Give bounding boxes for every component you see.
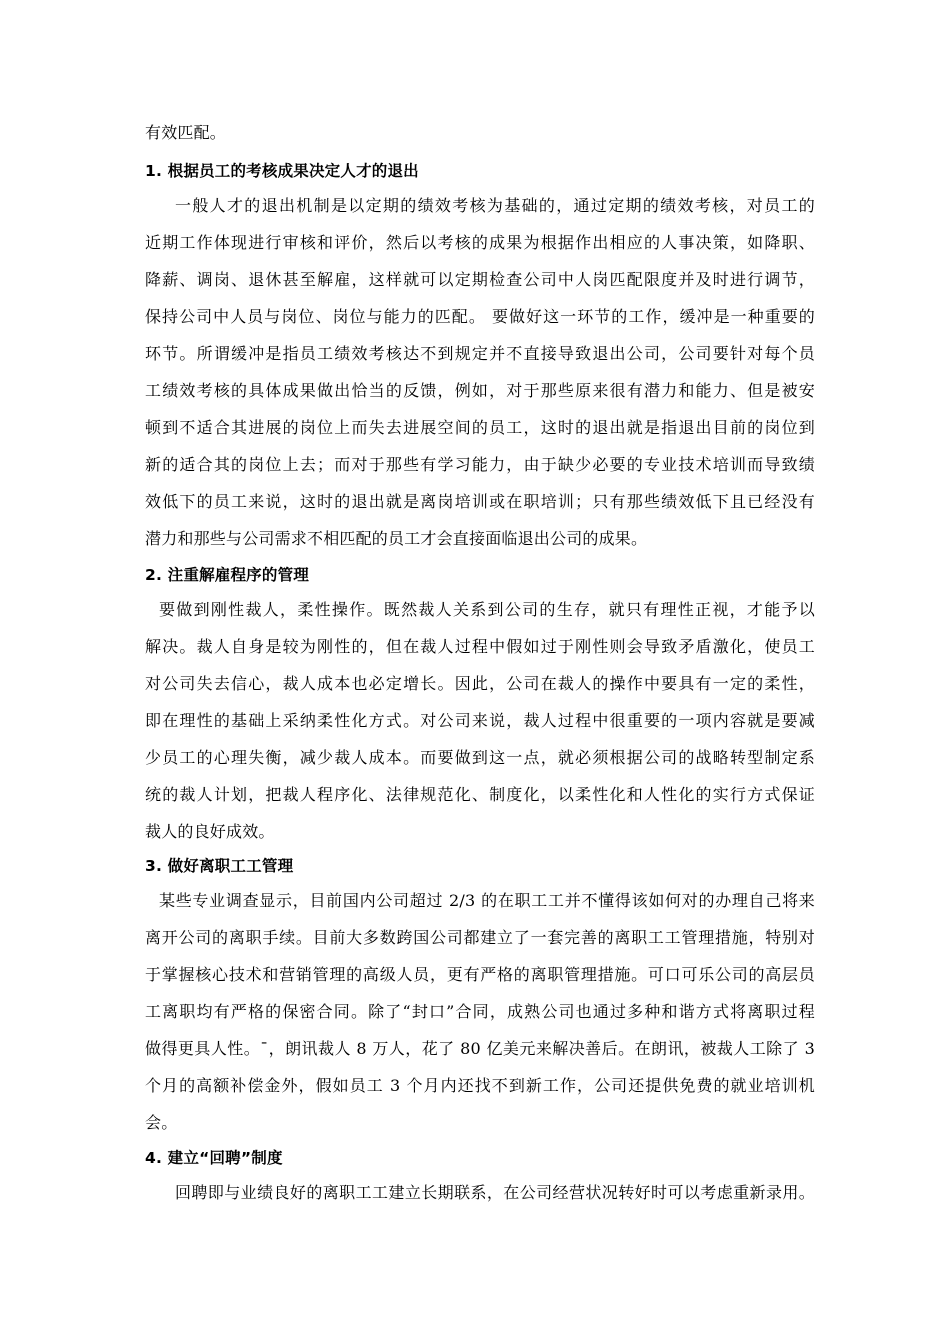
text-line: 解决。裁人自身是较为刚性的，但在裁人过程中假如过于刚性则会导致矛盾激化，使员工: [145, 637, 815, 656]
text-line: 于掌握核心技术和营销管理的高级人员，更有严格的离职管理措施。可口可乐公司的高层员: [145, 965, 815, 984]
text-line: 近期工作体现进行审核和评价，然后以考核的成果为根据作出相应的人事决策，如降职、: [145, 233, 815, 252]
text-line: 工离职均有严格的保密合同。除了“封口”合同，成熟公司也通过多种和谐方式将离职过程: [145, 1002, 815, 1021]
text-line: 会。: [145, 1113, 178, 1132]
text-line: 即在理性的基础上采纳柔性化方式。对公司来说，裁人过程中很重要的一项内容就是要减: [145, 711, 815, 730]
text-line: 回聘即与业绩良好的离职工工建立长期联系，在公司经营状况转好时可以考虑重新录用。: [175, 1183, 815, 1202]
text-line: 新的适合其的岗位上去；而对于那些有学习能力，由于缺少必要的专业技术培训而导致绩: [145, 455, 815, 474]
section-heading-3: 3. 做好离职工工管理: [145, 857, 294, 875]
section-heading-4: 4. 建立“回聘”制度: [145, 1149, 283, 1167]
text-line: 少员工的心理失衡，减少裁人成本。而要做到这一点，就必须根据公司的战略转型制定系: [145, 748, 815, 767]
text-line: 有效匹配。: [145, 123, 227, 142]
text-line: 降薪、调岗、退休甚至解雇，这样就可以定期检查公司中人岗匹配限度并及时进行调节，: [145, 270, 815, 289]
text-line: 个月的高额补偿金外，假如员工 3 个月内还找不到新工作，公司还提供免费的就业培训机: [145, 1076, 815, 1095]
text-line: 要做到刚性裁人，柔性操作。既然裁人关系到公司的生存，就只有理性正视，才能予以: [159, 600, 815, 619]
text-line: 一般人才的退出机制是以定期的绩效考核为基础的，通过定期的绩效考核，对员工的: [175, 196, 815, 215]
section-heading-2: 2. 注重解雇程序的管理: [145, 566, 309, 584]
text-line: 裁人的良好成效。: [145, 822, 275, 841]
text-line: 顿到不适合其进展的岗位上而失去进展空间的员工，这时的退出就是指退出目前的岗位到: [145, 418, 815, 437]
text-line: 某些专业调查显示，目前国内公司超过 2/3 的在职工工并不懂得该如何对的办理自己将来: [159, 891, 815, 910]
text-line: 统的裁人计划，把裁人程序化、法律规范化、制度化，以柔性化和人性化的实行方式保证: [145, 785, 815, 804]
text-line: 效低下的员工来说，这时的退出就是离岗培训或在职培训；只有那些绩效低下且已经没有: [145, 492, 815, 511]
text-line: 保持公司中人员与岗位、岗位与能力的匹配。 要做好这一环节的工作，缓冲是一种重要的: [145, 307, 815, 326]
text-line: 工绩效考核的具体成果做出恰当的反馈，例如，对于那些原来很有潜力和能力、但是被安: [145, 381, 815, 400]
text-line: 离开公司的离职手续。目前大多数跨国公司都建立了一套完善的离职工工管理措施，特别对: [145, 928, 815, 947]
section-heading-1: 1. 根据员工的考核成果决定人才的退出: [145, 162, 419, 180]
text-line: 对公司失去信心，裁人成本也必定增长。因此，公司在裁人的操作中要具有一定的柔性，: [145, 674, 815, 693]
text-line: 潜力和那些与公司需求不相匹配的员工才会直接面临退出公司的成果。: [145, 529, 648, 548]
text-line: 做得更具人性。¯，朗讯裁人 8 万人，花了 80 亿美元来解决善后。在朗讯，被裁人工除了 3: [145, 1039, 815, 1058]
text-line: 环节。所谓缓冲是指员工绩效考核达不到规定并不直接导致退出公司，公司要针对每个员: [145, 344, 815, 363]
